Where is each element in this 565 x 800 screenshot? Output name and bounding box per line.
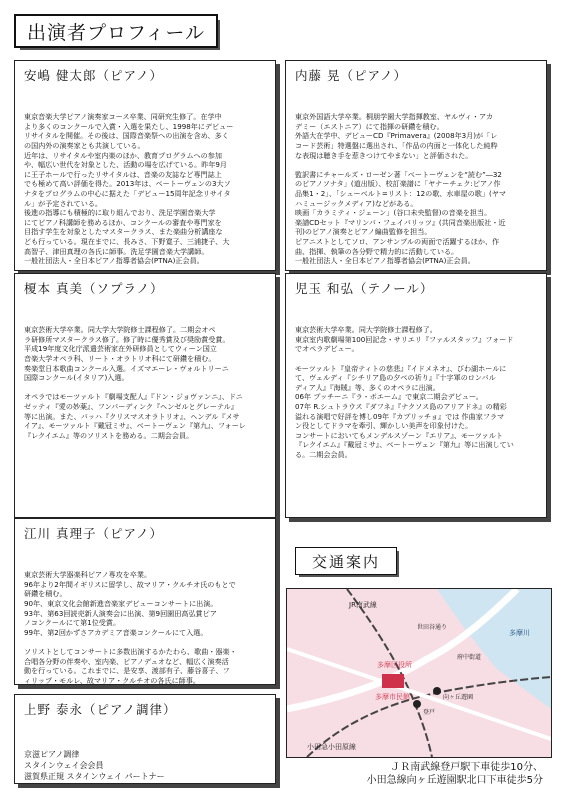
map-label: 小田急小田原線 — [307, 743, 356, 751]
station-mukogaoka-icon — [433, 687, 441, 695]
map-label: 登戸 — [423, 709, 436, 716]
access-map[interactable] — [286, 588, 552, 758]
profile-card-ueno — [14, 694, 276, 784]
page-header — [14, 14, 218, 48]
map-label: 多摩市民館 — [375, 693, 410, 701]
profile-name: 上野 泰永（ピアノ調律） — [24, 702, 177, 717]
profile-text: 東京芸術大学卒業。同大学院修士課程修了。 東京室内歌劇場第100回記念・サリエリ『ファルスタッフ』フォード でオペラデビュー。 モーツァルト『皇帝ティトの慈悲』『イドメネオ』、びわ湖ホールに て、ヴェルディ『シチリア島の夕べの祈り』『十字軍のロンバル ディア人』『海賊』等、多くのオペラに出演。 06年 プッチーニ『ラ・ボエーム』で東京二期会デビュー。 07年 R.シュトラウス『ダフネ』『ナクソス島のアリアドネ』の精彩 溢れる演唱で好評を博し09年『カプリッチョ』では 作曲家フラマ ン役としてドラマを牽引、輝かしい美声を印象付けた。 コンサートにおいてもメンデルスゾーン『エリア』、モーツァルト 『レクイエム』『戴冠ミサ』、ベートーヴェン『第九』等に出演してい る。二期会会員。 — [295, 325, 514, 459]
profile-text: 京滋ピアノ調律 スタインウェイ会会員 滋賀県正規 スタインウェイ パートナー — [24, 750, 165, 781]
profile-card-egawa — [14, 518, 276, 685]
profile-name: 榎本 真美（ソプラノ） — [24, 281, 164, 296]
profile-text: 東京芸術大学卒業。同大学大学院修士課程修了。二期会オペ ラ研修所マスタークラス修了。修了時に優秀賞及び奨励賞受賞。 平成19年度文化庁派遣芸術家在外研修員としてウィーン国立 音楽大学オペラ科、リート・オラトリオ科にて研鑽を積む。 奏楽堂日本歌曲コンクール入選。イズマエーレ・ヴォルトリーニ 国際コンクール(イタリア)入選。 オペラではモーツァルト『劇場支配人』『ドン・ジョヴァンニ』、ドニ ゼッティ『愛の妙薬』、フンパーディンク『ヘンゼルとグレーテル』 等に出演。また、バッハ『クリスマスオラトリオ』、ヘンデル『メサ イア』、モーツァルト『戴冠ミサ』、ベートーヴェン『第九』、フォーレ 『レクイエム』等のソリストを務める。二期会会員。 — [24, 325, 246, 440]
profile-bio — [24, 727, 267, 784]
profile-card-kodama — [285, 273, 547, 518]
profile-card-naito — [285, 60, 547, 271]
station-noborito-icon — [413, 700, 421, 708]
access-note-line: ＪＲ南武線登戸駅下車徒歩10分、 — [390, 762, 543, 773]
profile-text: 東京外国語大学卒業。桐朋学園大学指揮教室、ヤルヴィ・アカ デミー（エストニア）にて指揮の研鑽を積む。 外語大在学中、デビューCD『Primavera』(2008年3月)が「レ コード芸術」特選盤に選出され、「作品の内面と一体化した純粋 な表現は聴き手を惹きつけてやまない」と評価された。 監訳書にチャールズ・ローゼン著「ベートーヴェンを“読む”―32 のピアノソナタ」(道出版）、校訂楽譜に「ヤナーチェク:ピアノ作 品集1・2」、「シューベルト=リスト：12の歌、水車屋の歌」(ヤマ ハミュージックメディア)などがある。 映画「カラミティ・ジェーン」(谷口未央監督)の音楽を担当。 楽譜CDセット『マリンバ・フェイバリッツ』(共同音楽出版社・近 刊)のピアノ演奏とピアノ編曲監修を担当。 ピアニストとしてソロ、アンサンブルの両面で活躍するほか、作 曲、指揮、執筆の各分野で精力的に活動している。 一般社団法人・全日本ピアノ指導者協会(PTNA)正会員。 — [295, 112, 506, 266]
access-note-line: 小田急線向ヶ丘遊園駅北口下車徒歩5分 — [366, 775, 543, 786]
profile-name: 江川 真理子（ピアノ） — [24, 526, 163, 541]
access-note — [367, 761, 543, 787]
profile-bio — [24, 551, 267, 685]
profile-text: 東京音楽大学ピアノ演奏家コース卒業、同研究生修了。在学中 より多くのコンクールで入賞・入選を果たし、1998年にデビュー リサイタルを開催。その後は、国際音楽祭への出演を含め、多く の国内外の演奏家とも共演している。 近年は、リサイタルや室内楽のほか、教育プログラムへの参加 や、幅広い世代を対象とした、活動の場を広げている。昨年9月 に王子ホールで行ったリサイタルは、音楽の友誌など専門誌上 でも極めて高い評価を得た。2013年は、ベートーヴェンの3大ソ ナタをプログラムの中心に据えた「デビュー15周年記念リサイタ ル」が予定されている。 後進の指導にも積極的に取り組んでおり、洗足学園音楽大学 にてピアノ科講師を務めるほか、コンクールの審査や専門家を 目指す学生を対象としたマスタークラス、また楽曲分析講座な ども行っている。現在までに、長みさ、下野寛子、三浦捷子、大 高智子、津田真理の各氏に師事。洗足学園音楽大学講師。 一般社団法人・全日本ピアノ指導者協会(PTNA)正会員。 — [24, 112, 234, 266]
profile-bio — [24, 93, 267, 271]
access-title: 交通案内 — [295, 547, 397, 575]
profile-bio — [295, 306, 538, 479]
profile-name: 内藤 晃（ピアノ） — [295, 68, 407, 83]
profile-card-enomoto — [14, 273, 276, 518]
map-label: 府中街道 — [457, 654, 482, 661]
map-graphic — [287, 589, 551, 757]
map-label: 多摩川 — [509, 629, 530, 637]
page-title: 出演者プロフィール — [26, 21, 206, 44]
profile-card-ajima — [14, 60, 276, 271]
profile-name: 児玉 和弘（テノール） — [295, 281, 434, 296]
profile-name: 安嶋 健太郎（ピアノ） — [24, 68, 163, 83]
map-label: 多摩区役所 — [377, 661, 412, 669]
profile-bio — [24, 306, 267, 460]
map-label: 向ヶ丘遊園 — [443, 694, 474, 701]
profile-bio — [295, 93, 538, 271]
map-label: JR南武線 — [349, 601, 377, 609]
profile-text: 東京芸術大学器楽科ピアノ専攻を卒業。 96年より2年間イギリスに留学し、故マリア・クルチオ氏のもとで 研鑽を積む。 90年、東京文化会館新進音楽家デビューコンサートに出演。 93年、第63回読売新人演奏会に出演、第9回園田高弘賞ピア ノコンクールにて第1位受賞。 99年、第2回かずさアカデミア音楽コンクールにて入選。 ソリストとしてコンサートに多数出演するかたわら、歌曲・器楽・ 合唱各分野の伴奏や、室内楽、ピアノデュオなど、幅広く演奏活 動を行っている。これまでに、是安享、渡部有子、藤谷喜子、フ ィリップ・モルレ、故マリア・クルチオの各氏に師事。 — [24, 570, 237, 685]
map-label: 世田谷通り — [417, 624, 448, 631]
venue-marker[interactable] — [382, 674, 404, 688]
